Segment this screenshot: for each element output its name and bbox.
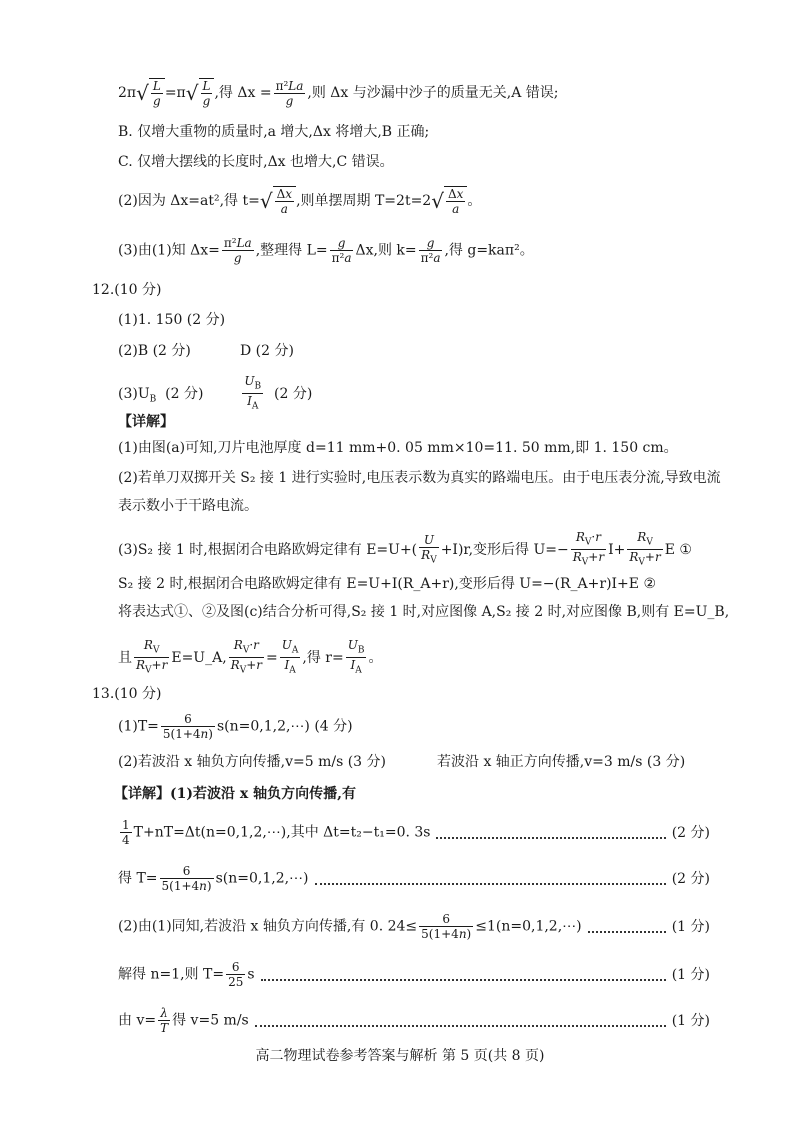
dot-leader	[255, 1015, 666, 1027]
line-option-c: C. 仅增大摆线的长度时,Δx 也增大,C 错误。	[118, 154, 394, 170]
q13-answer-2a: (2)若波沿 x 轴负方向传播,v=5 m/s (3 分)	[118, 754, 386, 770]
q13-answer-1: (1)T= $\frac{6}{5(1+4n)}$ s(n=0,1,2,⋯) (4 分)	[118, 712, 353, 741]
dot-leader	[261, 969, 666, 981]
line-period-derivation: (2)因为 Δx=at²,得 t=√ $\frac{\Delta x}{a}$ ,则单摆周期 T=2t=2√ $\frac{\Delta x}{a}$ 。	[118, 187, 482, 216]
line-g-derivation: (3)由(1)知 Δx= $\frac{\text{π²La}}{g}$ ,整理得 L= $\frac{g}{\text{π²a}}$ Δx,则 k= $\frac{g}{\text{π²a}}$ ,得 g=kaπ²。	[118, 236, 534, 265]
q12-detail-1: (1)由图(a)可知,刀片电池厚度 d=11 mm+0. 05 mm×10=11. 50 mm,即 1. 150 cm。	[118, 440, 678, 456]
dot-leader	[315, 873, 666, 885]
q13-step-5: 由 v= $\frac{\lambda}{T}$ 得 v=5 m/s (1 分)	[118, 1006, 710, 1035]
page-footer: 高二物理试卷参考答案与解析 第 5 页(共 8 页)	[255, 1048, 545, 1064]
dot-leader	[588, 921, 666, 933]
q12-header: 12.(10 分)	[92, 282, 162, 298]
q12-detail-3c: 将表达式①、②及图(c)结合分析可得,S₂ 接 1 时,对应图像 A,S₂ 接 2 时,对应图像 B,则有 E=U_B,	[118, 604, 730, 620]
q13-step-3: (2)由(1)同知,若波沿 x 轴负方向传播,有 0. 24≤ $\frac{6}{5(1+4n)}$ ≤1(n=0,1,2,⋯) (1 分)	[118, 912, 710, 941]
q13-step-2: 得 T= $\frac{6}{5(1+4n)}$ s(n=0,1,2,⋯) (2 分)	[118, 864, 710, 893]
q12-detail-3a: (3)S₂ 接 1 时,根据闭合电路欧姆定律有 E=U+( $\frac{U}{R_V}$ +I)r,变形后得 U=− $\frac{R_V\cdot r}{R_V+r}$ I+ $\frac{R_V}{R_V+r}$ E ①	[118, 530, 692, 568]
q12-detail-2b: 表示数小于干路电流。	[118, 498, 258, 514]
q12-answer-2d: D (2 分)	[240, 343, 294, 359]
line-option-b: B. 仅增大重物的质量时,a 增大,Δx 将增大,B 正确;	[118, 124, 430, 140]
q13-step-1: $\frac{1}{4}$ T+nT=Δt(n=0,1,2,⋯),其中 Δt=t₂−t₁=0. 3s (2 分)	[122, 818, 710, 847]
q12-detail-3b: S₂ 接 2 时,根据闭合电路欧姆定律有 E=U+I(R_A+r),变形后得 U=−(R_A+r)I+E ②	[118, 576, 657, 592]
q12-answer-2b: (2)B (2 分)	[118, 343, 191, 359]
line-pendulum-formula: 2π√ $\frac{L}{g}$ =π√ $\frac{L}{g}$ ,得 Δx = $\frac{\text{π²La}}{g}$ ,则 Δx 与沙漏中沙子的质量无关,A 错误;	[118, 78, 559, 108]
q13-step-4: 解得 n=1,则 T= $\frac{6}{25}$ s (1 分)	[118, 960, 710, 989]
q13-detail-heading: 【详解】(1)若波沿 x 轴负方向传播,有	[114, 786, 356, 802]
q13-answer-2b: 若波沿 x 轴正方向传播,v=3 m/s (3 分)	[437, 754, 686, 770]
q12-answer-1: (1)1. 150 (2 分)	[118, 312, 226, 328]
q12-detail-heading: 【详解】	[118, 414, 174, 430]
dot-leader	[436, 827, 665, 839]
q13-header: 13.(10 分)	[92, 686, 162, 702]
q12-detail-3d: 且 $\frac{R_V}{R_V+r}$ E=U_A, $\frac{R_V\cdot r}{R_V+r}$ = $\frac{U_A}{I_A}$ ,得 r= $\frac{U_B}{I_A}$ 。	[118, 638, 383, 676]
q12-answer-3: $(3)U_B$ (2 分) $\frac{U_B}{I_A}$ (2 分)	[118, 374, 313, 412]
q12-detail-2a: (2)若单刀双掷开关 S₂ 接 1 进行实验时,电压表示数为真实的路端电压。由于电压表分流,导致电流	[118, 470, 721, 486]
